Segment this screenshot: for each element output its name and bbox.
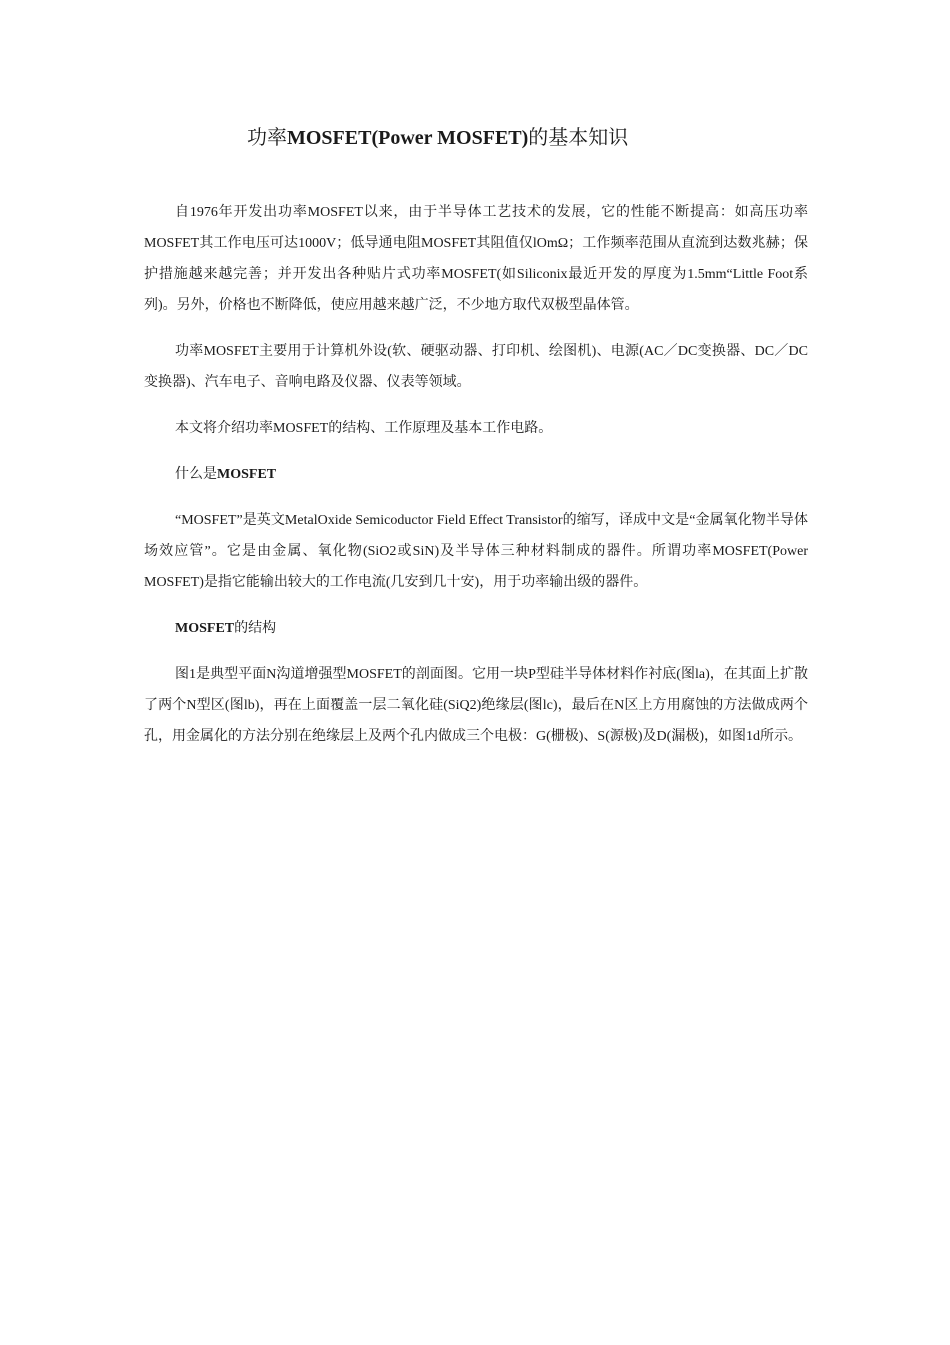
paragraph-intro: 自1976年开发出功率MOSFET以来，由于半导体工艺技术的发展，它的性能不断提高：如高压功率MOSFET其工作电压可达1000V；低导通电阻MOSFET其阻值仅lOmΩ；工作频率范围从直流到达数兆赫；保护措施越来越完善；并开发出各种贴片式功率MOSFET(如Siliconix最近开发的厚度为1.5mm“Little Foot系列)。另外，价格也不断降低，使应用越来越广泛，不少地方取代双极型晶体管。	[144, 205, 808, 313]
section-heading-structure	[144, 613, 808, 644]
heading-suffix: 的结构	[234, 621, 277, 636]
heading-prefix: 什么是	[175, 467, 217, 482]
heading-bold: MOSFET	[217, 467, 277, 482]
heading-bold: MOSFET	[175, 621, 235, 636]
paragraph-applications: 功率MOSFET主要用于计算机外设(软、硬驱动器、打印机、绘图机)、电源(AC／DC变换器、DC／DC变换器)、汽车电子、音响电路及仪器、仪表等领域。	[144, 344, 808, 390]
paragraph-definition: “MOSFET”是英文MetalOxide Semicoductor Field Effect Transistor的缩写，译成中文是“金属氧化物半导体场效应管”。它是由金属、氧化物(SiO2或SiN)及半导体三种材料制成的器件。所谓功率MOSFET(Power MOSFET)是指它能输出较大的工作电流(几安到几十安)，用于功率输出级的器件。	[144, 513, 808, 590]
document-body	[144, 197, 808, 767]
title-bold: MOSFET(Power MOSFET)	[287, 127, 529, 149]
section-heading-what-is-mosfet	[144, 459, 808, 490]
title-suffix: 的基本知识	[528, 127, 629, 149]
title-prefix: 功率	[247, 127, 287, 149]
document-title	[247, 124, 628, 152]
paragraph-structure: 图1是典型平面N沟道增强型MOSFET的剖面图。它用一块P型硅半导体材料作衬底(图la)，在其面上扩散了两个N型区(图lb)，再在上面覆盖一层二氧化硅(SiQ2)绝缘层(图lc)，最后在N区上方用腐蚀的方法做成两个孔，用金属化的方法分别在绝缘层上及两个孔内做成三个电极：G(栅极)、S(源极)及D(漏极)，如图1d所示。	[144, 667, 808, 744]
paragraph-overview: 本文将介绍功率MOSFET的结构、工作原理及基本工作电路。	[175, 421, 553, 436]
